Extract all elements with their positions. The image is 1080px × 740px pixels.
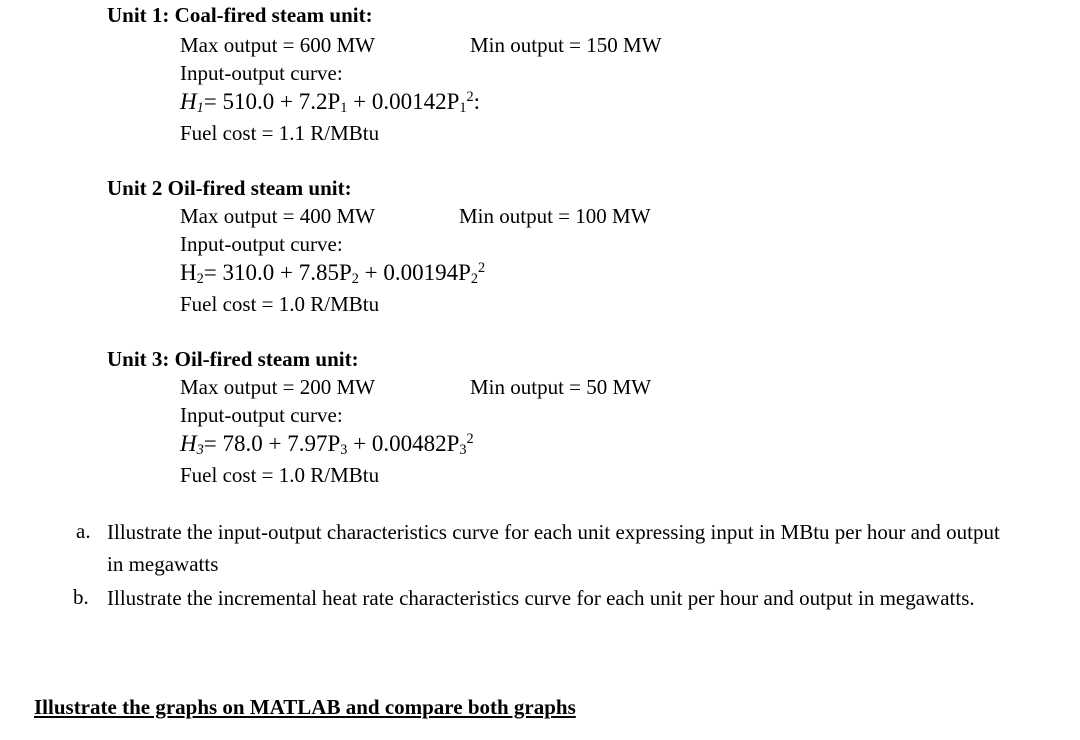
unit-1-eq-quadratic: + 0.00142P — [347, 89, 460, 114]
unit-1-eq-quadratic-sup: 2 — [466, 89, 474, 106]
question-b-text: Illustrate the incremental heat rate characteristics curve for each unit per hour and output in megawatts. — [107, 586, 975, 610]
unit-2-eq-lhs: H — [180, 260, 197, 285]
unit-3-max-output: Max output = 200 MW — [180, 375, 375, 399]
unit-2-eq-quadratic: + 0.00194P — [358, 260, 471, 285]
unit-2-max-output: Max output = 400 MW — [180, 204, 375, 228]
unit-3-eq-linear: = 78.0 + 7.97P — [203, 431, 341, 456]
unit-1-curve-label: Input-output curve: — [180, 61, 343, 85]
unit-2-eq-linear: = 310.0 + 7.85P — [203, 260, 352, 285]
unit-1-eq-linear-sub: 1 — [340, 100, 348, 117]
unit-1-fuel-cost: Fuel cost = 1.1 R/MBtu — [180, 121, 380, 145]
unit-2-eq-linear-sub: 2 — [351, 271, 359, 288]
unit-3-eq-lhs-sub: 3 — [196, 442, 204, 459]
unit-2-fuel-cost: Fuel cost = 1.0 R/MBtu — [180, 292, 380, 316]
unit-1-eq-tail: : — [473, 89, 481, 114]
unit-2-title: Unit 2 Oil-fired steam unit: — [107, 176, 352, 200]
unit-2-eq-lhs-sub: 2 — [196, 271, 204, 288]
unit-3-eq-linear-sub: 3 — [340, 442, 348, 459]
unit-3-equation — [180, 431, 474, 457]
unit-1-eq-linear: = 510.0 + 7.2P — [203, 89, 341, 114]
question-b-letter: b. — [73, 585, 89, 609]
unit-1-eq-lhs-sub: 1 — [196, 100, 204, 117]
unit-1-min-output: Min output = 150 MW — [470, 33, 662, 57]
unit-2-eq-quadratic-sup: 2 — [478, 260, 486, 277]
unit-3-title: Unit 3: Oil-fired steam unit: — [107, 347, 359, 371]
unit-1-eq-quadratic-sub: 1 — [459, 100, 467, 117]
unit-1-equation — [180, 89, 480, 115]
unit-1-title: Unit 1: Coal-fired steam unit: — [107, 3, 373, 27]
unit-3-eq-quadratic-sub: 3 — [459, 442, 467, 459]
unit-2-eq-quadratic-sub: 2 — [470, 271, 478, 288]
unit-3-eq-quadratic: + 0.00482P — [347, 431, 460, 456]
unit-3-min-output: Min output = 50 MW — [470, 375, 652, 399]
unit-2-min-output: Min output = 100 MW — [459, 204, 651, 228]
unit-3-curve-label: Input-output curve: — [180, 403, 343, 427]
question-a-text: Illustrate the input-output characteristics curve for each unit expressing input in MBtu per hour and output in megawatts — [107, 520, 1000, 576]
unit-3-eq-lhs: H — [180, 431, 197, 456]
unit-3-fuel-cost: Fuel cost = 1.0 R/MBtu — [180, 463, 380, 487]
unit-2-equation — [180, 260, 485, 286]
question-a-letter: a. — [76, 519, 91, 543]
unit-2-curve-label: Input-output curve: — [180, 232, 343, 256]
unit-1-max-output: Max output = 600 MW — [180, 33, 375, 57]
matlab-instruction: Illustrate the graphs on MATLAB and compare both graphs — [34, 695, 576, 719]
unit-1-eq-lhs: H — [180, 89, 197, 114]
unit-3-eq-quadratic-sup: 2 — [466, 431, 474, 448]
